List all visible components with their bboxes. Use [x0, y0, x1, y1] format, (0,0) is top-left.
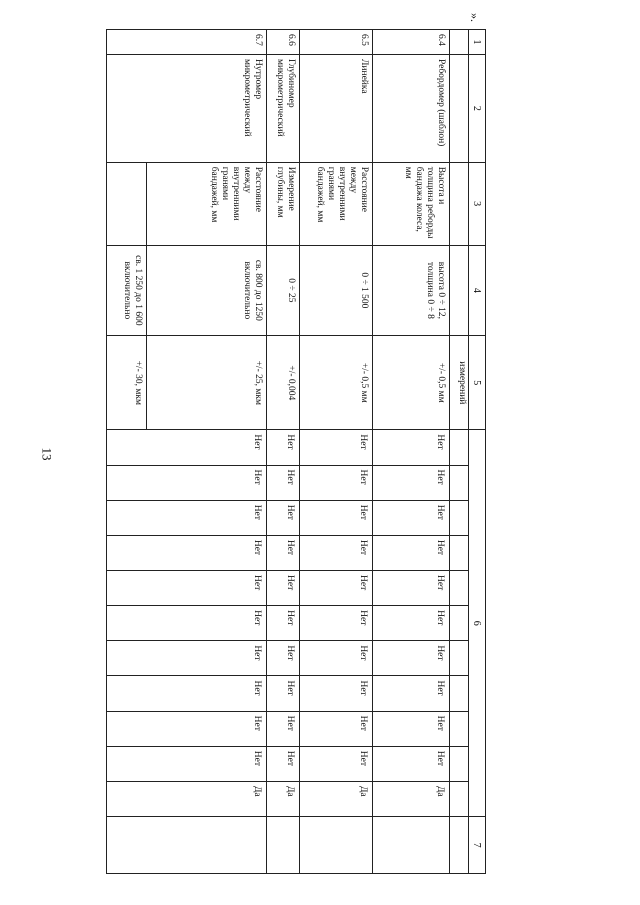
unit-row — [450, 30, 469, 874]
column-7-cell — [300, 817, 373, 874]
col-header-2: 2 — [469, 54, 486, 162]
mark-cell: Нет — [147, 676, 267, 711]
table-row — [373, 30, 450, 874]
mark-cell: Нет — [267, 641, 300, 676]
mark-cell: Нет — [267, 430, 300, 465]
col-header-7: 7 — [469, 817, 486, 874]
col-header-4: 4 — [469, 245, 486, 336]
instrument-name: Линейка — [300, 54, 373, 162]
measurement-error: +/- 0,5 мм — [300, 336, 373, 430]
measurement-range: высота 0 ÷ 12, толщина 0 ÷ 8 — [373, 245, 450, 336]
mark-cell: Нет — [267, 535, 300, 570]
mark-cell: Нет — [373, 500, 450, 535]
measurement-range: 0 ÷ 25 — [267, 245, 300, 336]
measured-parameter: Измерение глубины, мм — [267, 162, 300, 245]
mark-cell: Нет — [373, 711, 450, 746]
instrument-name: Нутромер микрометрический — [107, 54, 267, 162]
mark-cell: Нет — [267, 500, 300, 535]
mark-cell: Нет — [267, 571, 300, 606]
mark-cell: Нет — [147, 430, 267, 465]
result-cell: Да — [267, 781, 300, 816]
mark-cell: Нет — [300, 535, 373, 570]
mark-cell: Нет — [267, 465, 300, 500]
unit-header-cell: измерений — [450, 336, 469, 430]
instrument-name: Глубиномер микрометрический — [267, 54, 300, 162]
measured-parameter: Высота и толщина реборды бандажа колеса, мм — [373, 162, 450, 245]
mark-cell: Нет — [373, 465, 450, 500]
measured-parameter: Расстояние между внутренними гранями бандажей, мм — [300, 162, 373, 245]
col-header-6: 6 — [469, 430, 486, 817]
mark-cell: Нет — [147, 746, 267, 781]
mark-cell: Нет — [300, 711, 373, 746]
instrument-name: Ребордомер (шаблон) — [373, 54, 450, 162]
closing-quote-mark: ». — [468, 13, 482, 22]
column-7-cell — [373, 817, 450, 874]
mark-cell: Нет — [373, 606, 450, 641]
table-row — [267, 30, 300, 874]
mark-cell: Нет — [300, 500, 373, 535]
mark-cell: Нет — [267, 676, 300, 711]
mark-cell: Нет — [300, 571, 373, 606]
mark-cell: Нет — [267, 746, 300, 781]
mark-cell: Нет — [267, 606, 300, 641]
mark-cell: Нет — [147, 606, 267, 641]
col-header-3: 3 — [469, 162, 486, 245]
mark-cell: Нет — [267, 711, 300, 746]
mark-cell: Нет — [373, 571, 450, 606]
mark-cell: Нет — [300, 746, 373, 781]
row-number: 6.6 — [267, 30, 300, 55]
col-header-5: 5 — [469, 336, 486, 430]
mark-cell: Нет — [300, 430, 373, 465]
mark-cell: Нет — [147, 711, 267, 746]
table-row — [300, 30, 373, 874]
row-number: 6.5 — [300, 30, 373, 55]
measured-parameter: Расстояние между внутренними гранями бандажей, мм — [147, 162, 267, 245]
measuring-instruments-table — [106, 29, 486, 874]
result-cell: Да — [373, 781, 450, 816]
mark-cell: Нет — [373, 535, 450, 570]
mark-cell: Нет — [300, 676, 373, 711]
mark-cell: Нет — [147, 571, 267, 606]
measurement-range-sub: св. 1 250 до 1 600 включительно — [107, 245, 147, 336]
result-cell: Да — [300, 781, 373, 816]
result-cell: Да — [147, 781, 267, 816]
measurement-error-sub: +/- 30, мкм — [107, 336, 147, 430]
mark-cell: Нет — [147, 641, 267, 676]
table-row — [147, 30, 267, 874]
col-header-1: 1 — [469, 30, 486, 55]
page-number: 13 — [39, 447, 55, 461]
mark-cell: Нет — [373, 676, 450, 711]
measurement-error: +/- 25, мкм — [147, 336, 267, 430]
column-7-cell — [267, 817, 300, 874]
mark-cell: Нет — [373, 430, 450, 465]
mark-cell: Нет — [373, 641, 450, 676]
row-number: 6.7 — [107, 30, 267, 55]
measured-parameter-empty — [107, 162, 147, 245]
mark-cell: Нет — [147, 535, 267, 570]
mark-cell: Нет — [300, 606, 373, 641]
mark-cell: Нет — [300, 641, 373, 676]
measurement-range: св. 800 до 1250 включительно — [147, 245, 267, 336]
measurement-error: +/- 0,004 — [267, 336, 300, 430]
mark-cell: Нет — [147, 500, 267, 535]
mark-cell: Нет — [147, 465, 267, 500]
mark-cell: Нет — [300, 465, 373, 500]
measurement-range: 0 ÷ 1 500 — [300, 245, 373, 336]
column-number-row — [469, 30, 486, 874]
rotated-page-content — [112, 29, 486, 874]
row-number: 6.4 — [373, 30, 450, 55]
mark-cell: Нет — [373, 746, 450, 781]
measurement-error: +/- 0,5 мм — [373, 336, 450, 430]
column-7-cell — [147, 817, 267, 874]
